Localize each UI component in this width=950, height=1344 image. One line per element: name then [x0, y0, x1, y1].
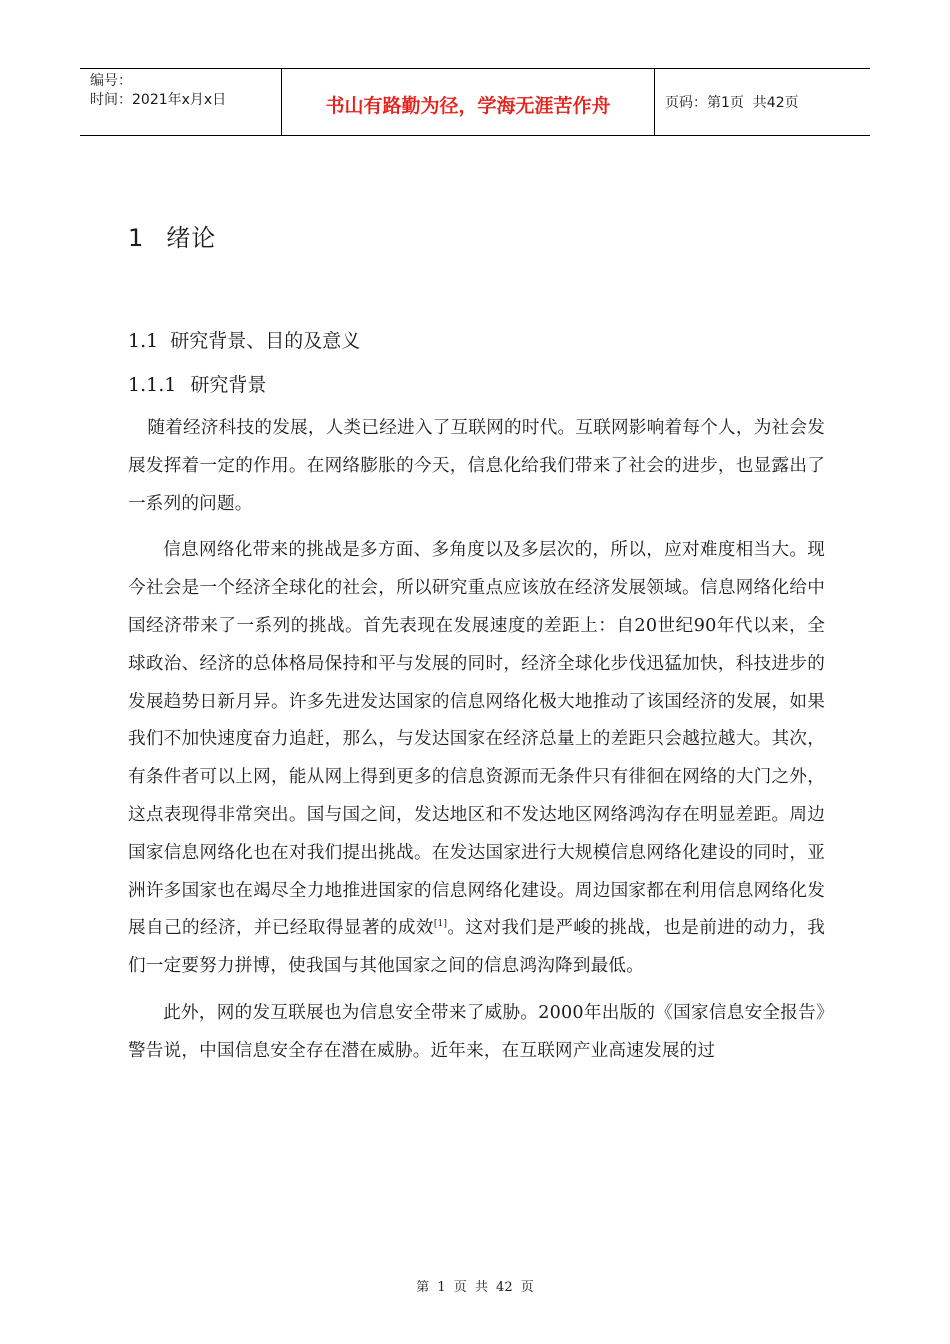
citation-ref[interactable]: [1] [433, 919, 448, 930]
subsection-number: 1.1.1 [128, 374, 177, 396]
header-number-label: 编号： [90, 73, 132, 89]
paragraph-1: 随着经济科技的发展，人类已经进入了互联网的时代。互联网影响着每个人，为社会发展发挥着一定的作用。在网络膨胀的今天，信息化给我们带来了社会的进步，也显露出了一系列的问题。 [128, 418, 825, 514]
paragraph-3: 此外，网的发互联展也为信息安全带来了威胁。2000年出版的《国家信息安全报告》警告说，中国信息安全存在潜在威胁。近年来，在互联网产业高速发展的过 [128, 1002, 825, 1061]
header-meta [80, 69, 282, 135]
chapter-title: 绪论 [166, 224, 217, 252]
body-text [128, 410, 825, 1071]
header-motto-cell [282, 69, 655, 135]
paragraph-2-part-b: 。这对我们是严峻的挑战，也是前进的动力，我们一定要努力拼博，使我国与其他国家之间的信息鸿沟降到最低。 [128, 918, 826, 977]
header-time-label: 时间：2021年x月x日 [90, 92, 227, 108]
chapter-number: 1 [128, 224, 145, 252]
subsection-heading [128, 370, 266, 397]
chapter-heading [128, 218, 216, 253]
page-footer: 第 1 页 共 42 页 [416, 1280, 534, 1295]
paragraph-2-part-a: 信息网络化带来的挑战是多方面、多角度以及多层次的，所以，应对难度相当大。现今社会是一个经济全球化的社会，所以研究重点应该放在经济发展领域。信息网络化给中国经济带来了一系列的挑战。首先表现在发展速度的差距上：自20世纪90年代以来，全球政治、经济的总体格局保持和平与发展的同时，经济全球化步伐迅猛加快，科技进步的发展趋势日新月异。许多先进发达国家的信息网络化极大地推动了该国经济的发展，如果我们不加快速度奋力追赶，那么，与发达国家在经济总量上的差距只会越拉越大。其次，有条件者可以上网，能从网上得到更多的信息资源而无条件只有徘徊在网络的大门之外，这点表现得非常突出。国与国之间，发达地区和不发达地区网络鸿沟存在明显差距。周边国家信息网络化也在对我们提出挑战。在发达国家进行大规模信息网络化建设的同时，亚洲许多国家也在竭尽全力地推进国家的信息网络化建设。周边国家都在利用信息网络化发展自己的经济，并已经取得显著的成效 [128, 540, 825, 939]
header-motto: 书山有路勤为径，学海无涯苦作舟 [325, 94, 611, 117]
header-page-cell [655, 69, 870, 135]
section-number: 1.1 [128, 330, 159, 352]
page-header [80, 68, 870, 136]
section-heading [128, 326, 360, 353]
subsection-title: 研究背景 [190, 374, 267, 396]
paragraph-2 [128, 532, 825, 986]
section-title: 研究背景、目的及意义 [170, 330, 361, 352]
header-page-info: 页码：第1页 共42页 [665, 95, 799, 111]
